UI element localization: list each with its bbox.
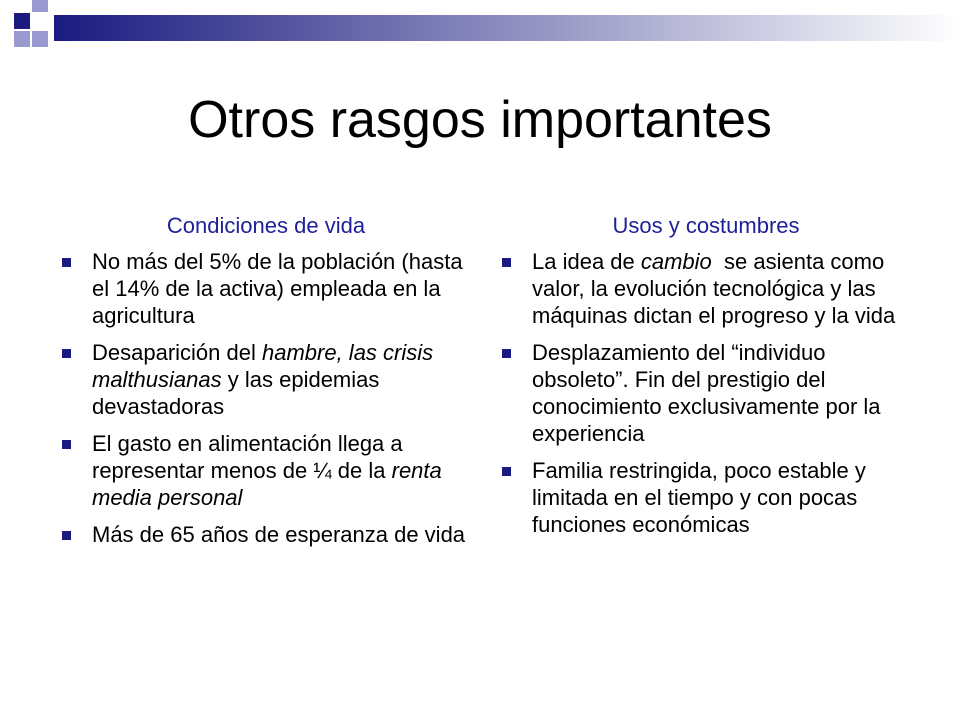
bullet-text (92, 340, 439, 419)
list-item (56, 339, 476, 420)
header-gradient-bar (54, 15, 960, 41)
list-item (56, 521, 476, 548)
list-item (496, 339, 916, 447)
list-item (496, 457, 916, 538)
text-run: Desaparición del (92, 340, 262, 365)
bullet-text (92, 249, 469, 328)
italic-text: renta media personal (92, 458, 448, 510)
text-run: Desplazamiento del “individuo obsoleto”. Fin del prestigio del conocimiento exclusivamente por la experiencia (532, 340, 887, 446)
deco-square (32, 31, 48, 47)
bullet-text (532, 458, 872, 537)
square-bullet-icon (502, 467, 511, 476)
right-column-heading: Usos y costumbres (612, 213, 800, 238)
text-run: Más de 65 años de esperanza de vida (92, 522, 466, 547)
bullet-text (92, 522, 465, 547)
text-run: La idea de (532, 249, 641, 274)
text-run: y las epidemias devastadoras (92, 367, 386, 419)
square-bullet-icon (62, 349, 71, 358)
square-bullet-icon (62, 531, 71, 540)
bullet-text (532, 249, 895, 328)
deco-square (32, 0, 48, 12)
text-run: Familia restringida, poco estable y limitada en el tiempo y con pocas funciones económicas (532, 458, 872, 537)
slide-title: Otros rasgos importantes (188, 91, 772, 149)
square-bullet-icon (502, 258, 511, 267)
deco-square (14, 13, 30, 29)
italic-text: cambio (640, 249, 712, 274)
text-run: se asienta como valor, la evolución tecnológica y las máquinas dictan el progreso y la vida (532, 249, 896, 328)
square-bullet-icon (62, 440, 71, 449)
left-column-heading: Condiciones de vida (166, 213, 366, 238)
list-item (56, 248, 476, 329)
list-item (56, 430, 476, 511)
left-column (56, 212, 476, 558)
right-column (496, 212, 916, 548)
bullet-text (532, 340, 887, 446)
list-item (496, 248, 916, 329)
square-bullet-icon (62, 258, 71, 267)
text-run: El gasto en alimentación llega a representar menos de ¼ de la (92, 431, 409, 483)
bullet-text (92, 431, 448, 510)
square-bullet-icon (502, 349, 511, 358)
right-bullet-list (496, 248, 916, 538)
text-run: No más del 5% de la población (hasta el 14% de la activa) empleada en la agricultura (92, 249, 469, 328)
italic-text: hambre, las crisis malthusianas (92, 340, 440, 392)
deco-square (14, 31, 30, 47)
left-bullet-list (56, 248, 476, 548)
header-decoration (0, 0, 960, 60)
